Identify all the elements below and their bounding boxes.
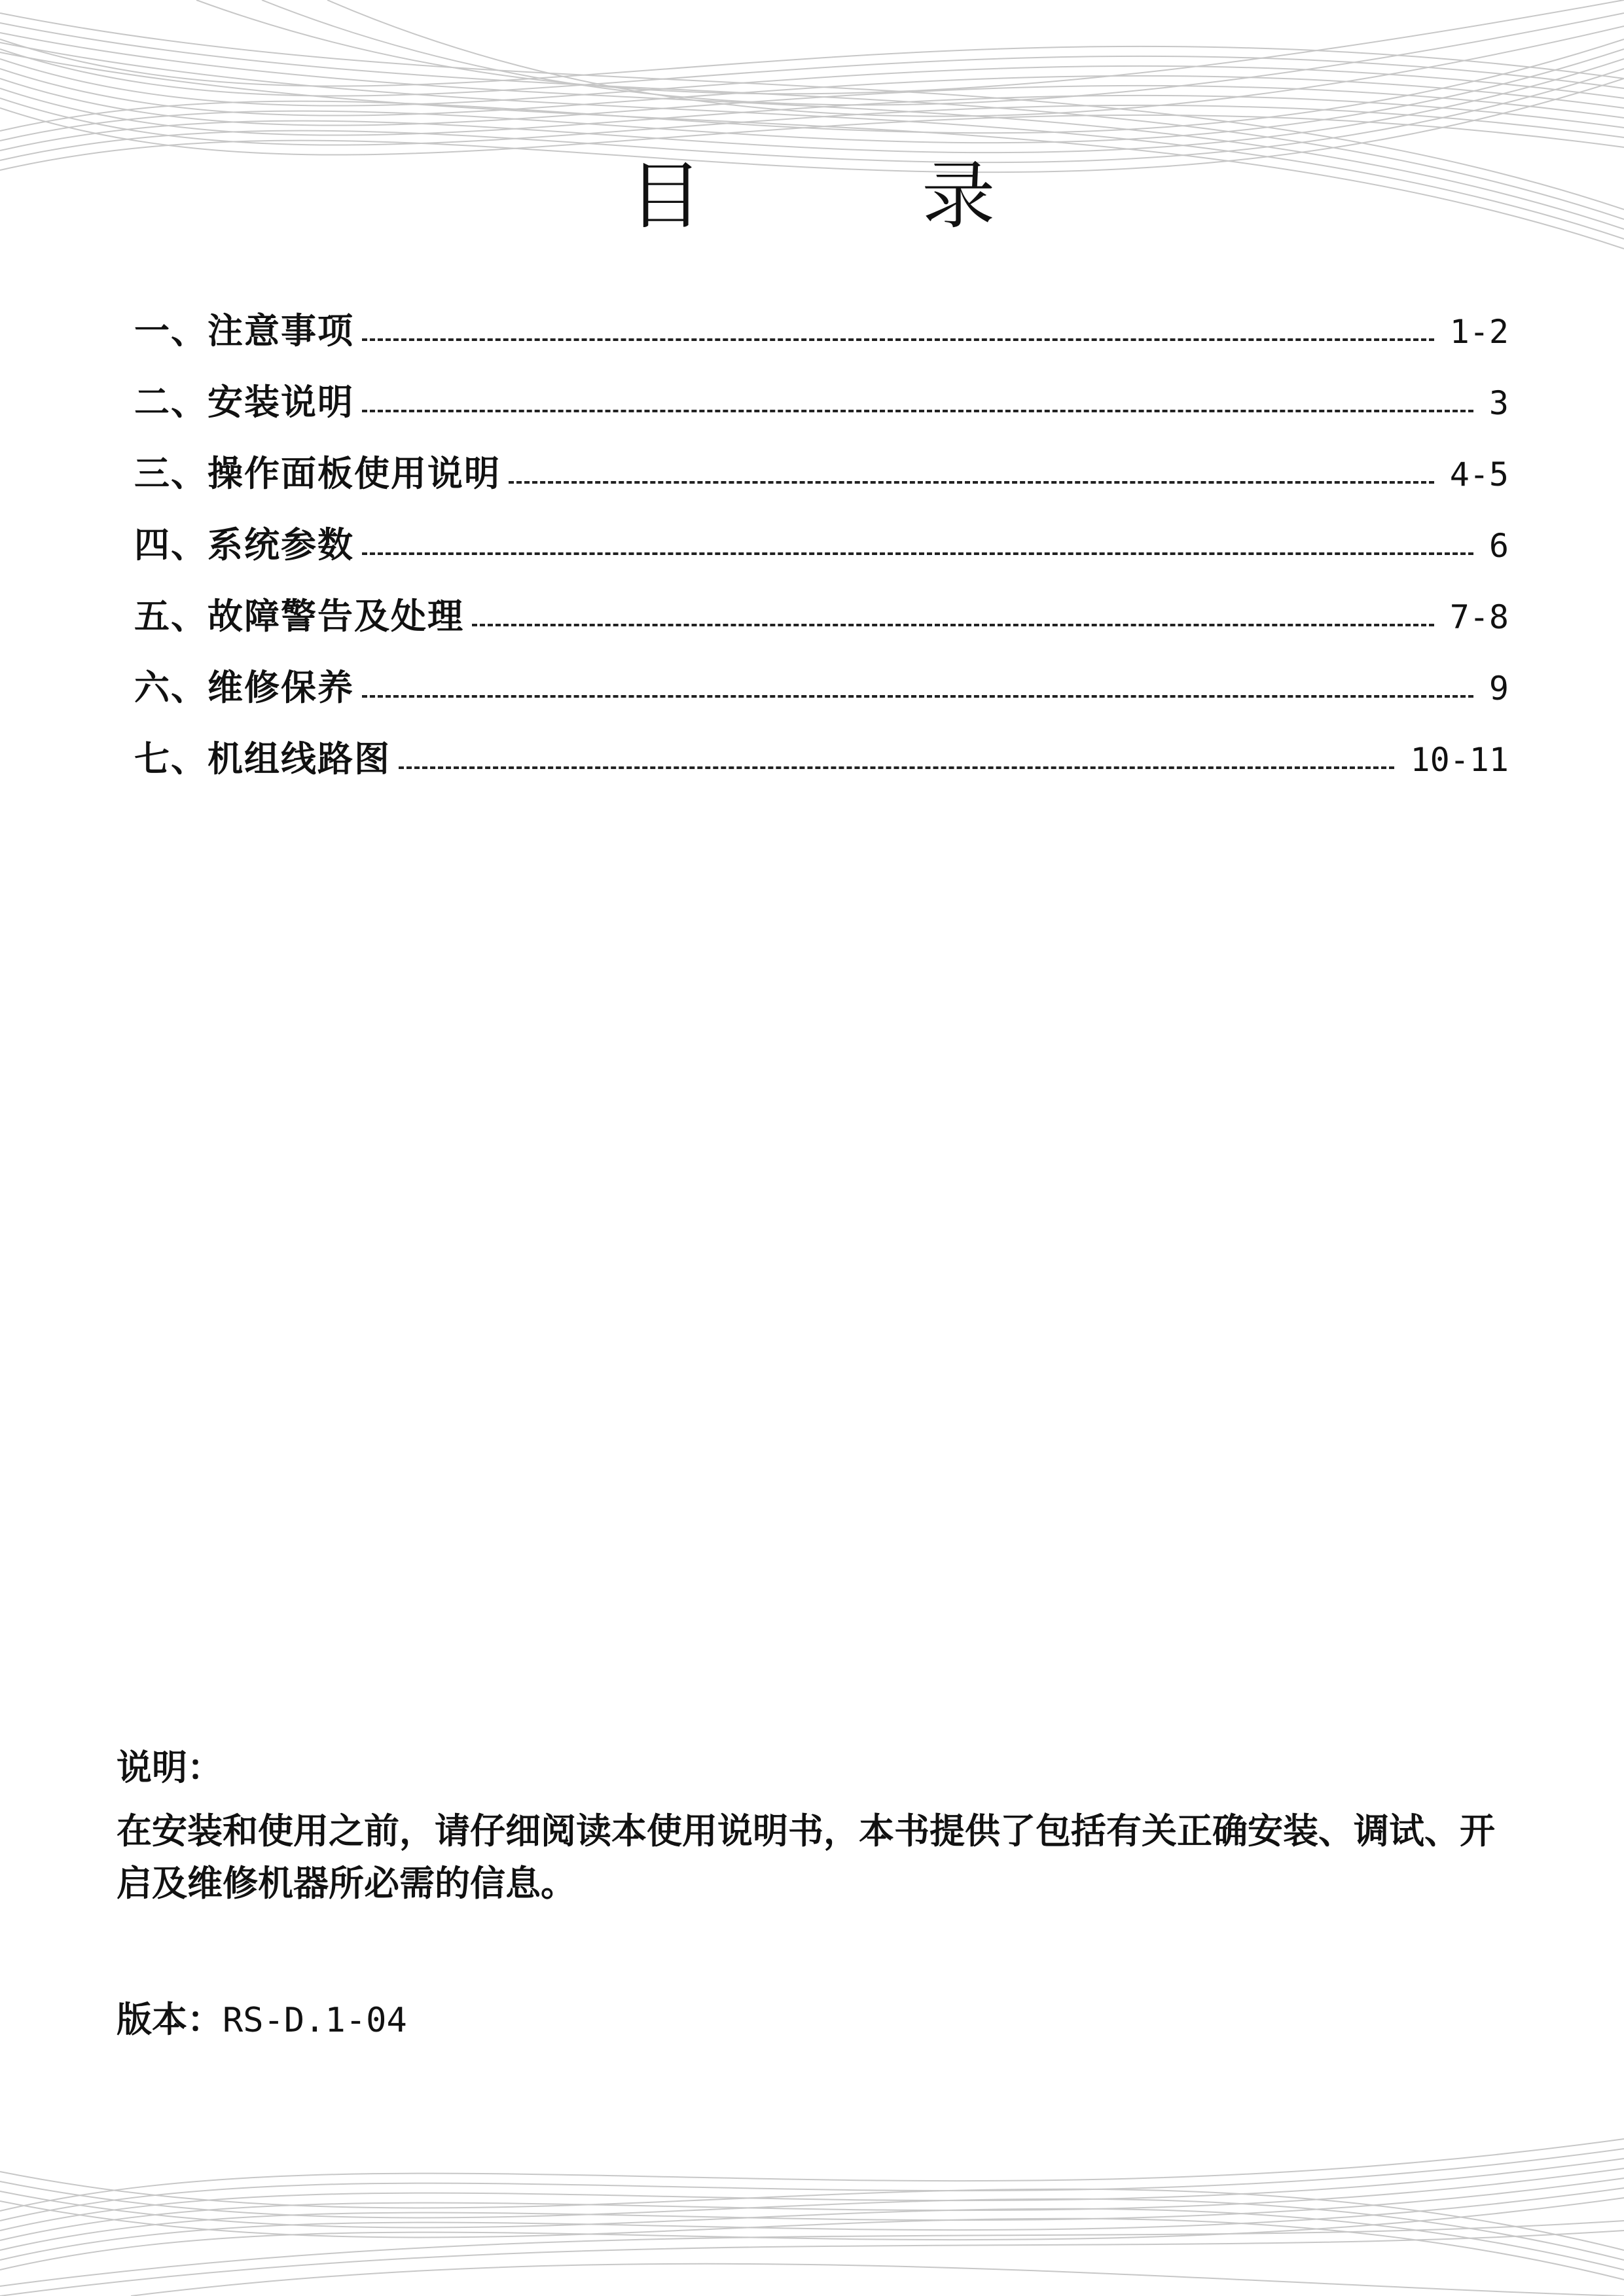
toc-entry-title: 五、故障警告及处理 xyxy=(134,595,464,637)
toc-entry[interactable] xyxy=(134,729,1509,800)
toc-entry[interactable] xyxy=(134,658,1509,729)
toc-dot-leader xyxy=(362,695,1473,698)
toc-dot-leader xyxy=(362,410,1473,412)
toc-dot-leader xyxy=(362,338,1434,341)
top-wave-decoration xyxy=(0,0,1624,288)
page-title: 目 录 xyxy=(628,154,1094,239)
toc-entry-title: 七、机组线路图 xyxy=(134,738,391,780)
toc-entry-title: 六、维修保养 xyxy=(134,666,354,708)
toc-entry-page: 3 xyxy=(1489,384,1509,422)
toc-entry-title: 二、安装说明 xyxy=(134,381,354,423)
bottom-wave-decoration xyxy=(0,2100,1624,2296)
toc-entry-title: 一、注意事项 xyxy=(134,310,354,351)
toc-entry-page: 4-5 xyxy=(1449,456,1509,493)
toc-entry-page: 7-8 xyxy=(1449,598,1509,636)
toc-entry-title: 四、系统参数 xyxy=(134,524,354,565)
toc-entry-page: 1-2 xyxy=(1449,313,1509,351)
version-label: 版本： xyxy=(117,1998,223,2040)
toc-entry[interactable] xyxy=(134,515,1509,586)
toc-entry[interactable] xyxy=(134,372,1509,444)
toc-dot-leader xyxy=(399,766,1394,769)
toc-entry-title: 三、操作面板使用说明 xyxy=(134,452,501,494)
toc-entry[interactable] xyxy=(134,444,1509,515)
table-of-contents xyxy=(134,301,1509,800)
toc-entry-page: 9 xyxy=(1489,670,1509,708)
note-text: 在安装和使用之前，请仔细阅读本使用说明书，本书提供了包括有关正确安装、调试、开启及维修机器所必需的信息。 xyxy=(117,1810,1495,1904)
version-line xyxy=(117,1990,407,2050)
toc-dot-leader xyxy=(472,624,1434,626)
note-block xyxy=(117,1738,1511,1909)
toc-entry[interactable] xyxy=(134,586,1509,658)
toc-entry-page: 6 xyxy=(1489,527,1509,565)
version-value: RS-D.1-04 xyxy=(223,2001,407,2040)
note-heading: 说明： xyxy=(117,1746,223,1788)
toc-dot-leader xyxy=(509,481,1434,484)
toc-entry-page: 10-11 xyxy=(1410,741,1509,779)
toc-dot-leader xyxy=(362,552,1473,555)
toc-entry[interactable] xyxy=(134,301,1509,372)
